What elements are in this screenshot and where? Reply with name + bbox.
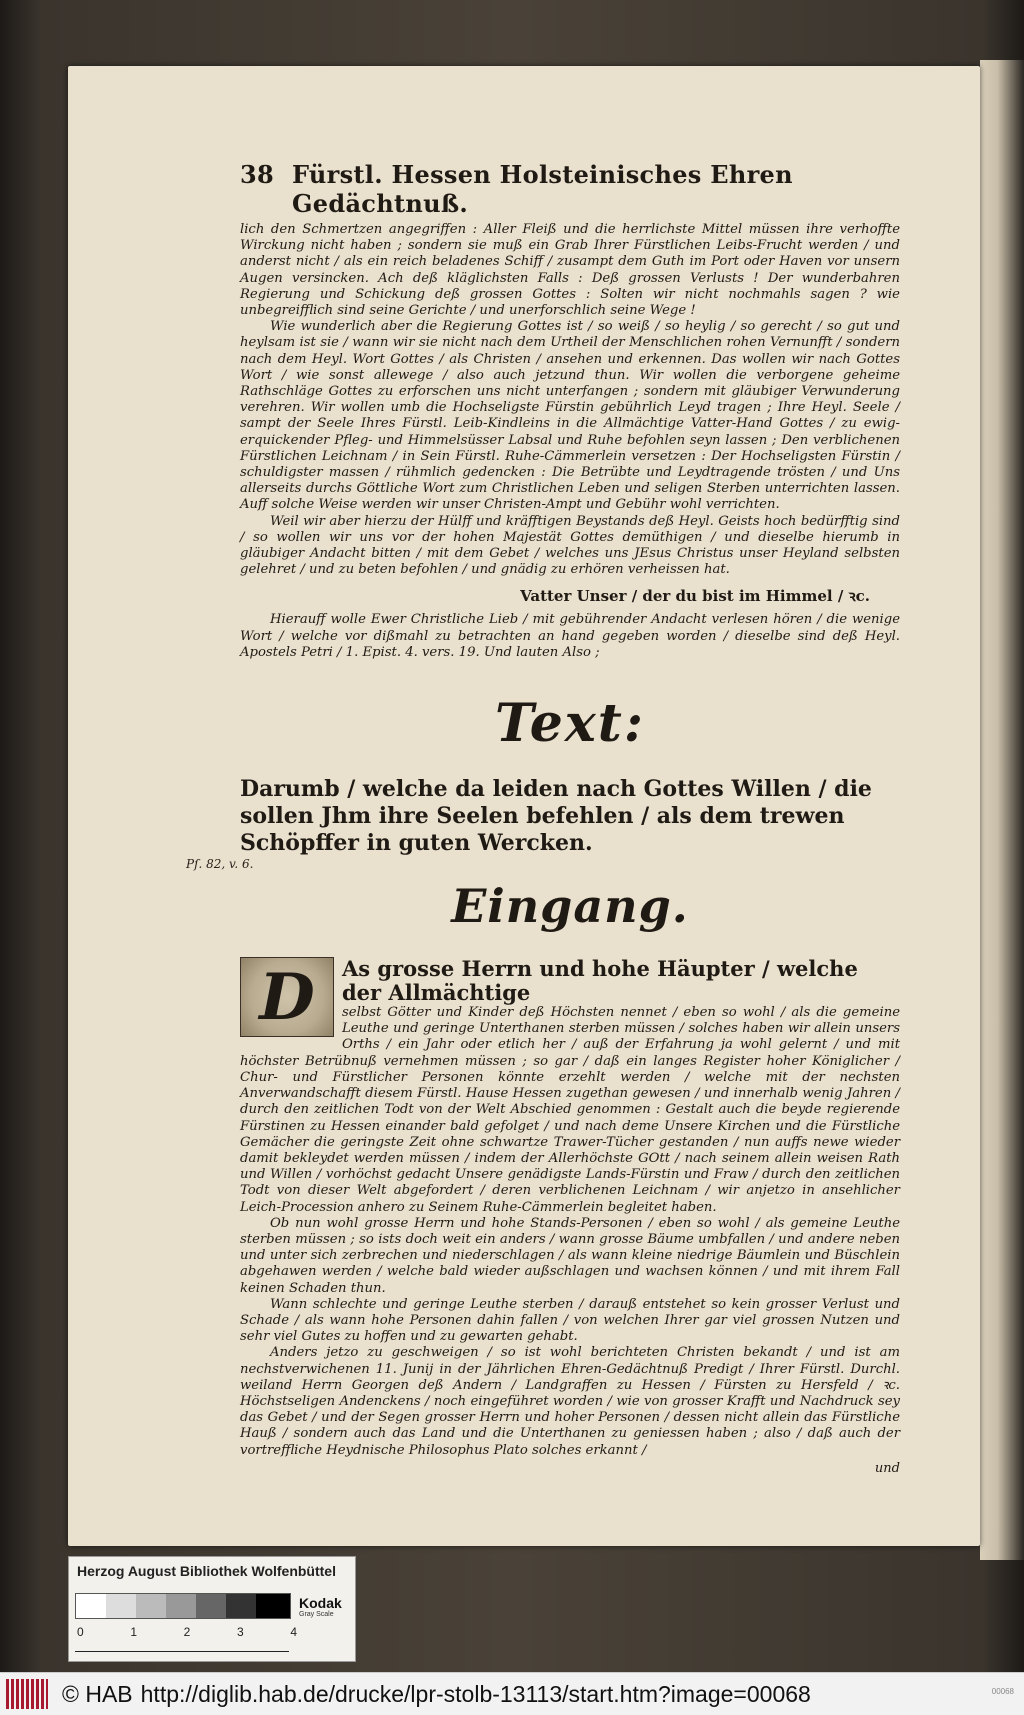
catchword: und bbox=[874, 1460, 900, 1476]
paragraph: Anders jetzo zu geschweigen / so ist wohl berichteten Christen bekandt / und ist am nechstverwichenen 11. Junij in der Jährlichen Ehren-Gedächtnuß Predigt / Ihrer Fürstl. Durchl. weiland Herrn Georgen deß Andern / Landgraffen zu Hessen / Fürsten zu Hersfeld / ꝛc. Höchstseligen Andenckens / noch eingeführet worden / wie von grosser Krafft und Nachdruck sey das Gebet / und der Segen grosser Herrn und hoher Personen / dessen nicht allein das Fürstliche Hauß / sondern auch das Land und die Unterthanen zu geniessen haben ; also / daß auch der vortreffliche Heydnische Philosophus Plato solches erkannt / bbox=[240, 1345, 900, 1458]
library-name: Herzog August Bibliothek Wolfenbüttel bbox=[77, 1563, 336, 1579]
ruler-scale bbox=[77, 1625, 297, 1639]
lords-prayer: Vatter Unser / der du bist im Himmel / ꝛc. bbox=[520, 587, 870, 606]
footer-bar bbox=[0, 1672, 1024, 1715]
running-head bbox=[240, 160, 900, 218]
gray-scale-label: Gray Scale bbox=[299, 1611, 334, 1618]
color-calibration-bar bbox=[68, 1556, 356, 1662]
gray-scale-strip bbox=[75, 1593, 291, 1619]
copyright-text: © HAB bbox=[62, 1680, 133, 1707]
page-code: 00068 bbox=[991, 1687, 1014, 1696]
paragraph: Ob nun wohl grosse Herrn und hohe Stands-Personen / eben so wohl / als gemeine Leuthe sterben müssen ; so ists doch weit ein anders / wann grosse Bäume umbfallen / und andere neben und unter sich zerbrechen und niederschlagen / als wann kleine niedrige Bäumlein und Büschlein abgehawen werden / welche bald wieder außschlagen und wachsen können / und mit ihrem Fall keinen Schaden thun. bbox=[240, 1215, 900, 1296]
margin-note: Pſ. 82, v. 6. bbox=[186, 857, 254, 871]
paragraph: Weil wir aber hierzu der Hülff und kräfftigen Beystands deß Heyl. Geists hoch bedürfftig sind / so wollen wir uns vor der hohen Majestät Gottes demüthigen / und dieselbe hierumb in gläubiger Andacht bitten / mit dem Gebet / welches uns JEsus Christus unser Heyland selbsten gelehret / und zu beten befohlen / und gnädig zu erhören verheissen hat. bbox=[240, 513, 900, 578]
scale-label: 3 bbox=[236, 1625, 244, 1639]
page-content bbox=[240, 160, 900, 1476]
scale-label: 2 bbox=[183, 1625, 191, 1639]
scale-label: 1 bbox=[130, 1625, 138, 1639]
ruler-ticks bbox=[75, 1641, 289, 1652]
intro-paragraph: Hierauff wolle Ewer Christliche Lieb / mit gebührender Andacht verlesen hören / die wenige Wort / welche vor dißmahl zu betrachten an hand gegeben worden / dieselbe sind deß Heyl. Apostels Petri / 1. Epist. 4. vers. 19. Und lauten Also ; bbox=[240, 612, 900, 660]
page-number: 38 bbox=[240, 160, 274, 189]
paragraph: selbst Götter und Kinder deß Höchsten nennet / eben so wohl / als die gemeine Leuthe und geringe Unterthanen sterben müssen / solches haben wir allein unsers Orths / ein Jahr oder etlich her / auß der Erfahrung ja wohl gelernt / und mit höchster Betrübnuß vernehmen müssen ; so gar / daß ein langes Register hoher Königlicher / Chur- und Fürstlicher Personen könnte erzehlt werden / welche mit der nechsten Anverwandschafft diesem Fürstl. Hause Hessen zugethan gewesen / und innerhalb wenig Jahren / durch den zeitlichen Todt von der Welt Abschied genommen : Gestalt auch die beyde regierende Fürstinen zu Hessen einander bald gefolget / und nach deme Unsere Kirchen und die Fürstliche Gemächer die geringste Zeit ohne schwartze Trawer-Tücher gestanden / nun auffs newe wieder damit bekleydet werden müssen / indem der Allerhöchste GOtt / nach seinem allein weisen Rath und Willen / vorhöchst gedacht Unsere genädigste Lands-Fürstin und Fraw / durch den zeitlichen Todt von dieser Welt abgefordert / deren verblichenen Leichnam / wir anjetzo in ansehlicher Leich-Procession anhero zu Seinem Ruhe-Cämmerlein begleitet haben. bbox=[240, 1005, 900, 1215]
hab-logo-icon bbox=[6, 1679, 48, 1709]
text-verse: Darumb / welche da leiden nach Gottes Willen / die sollen Jhm ihre Seelen befehlen / als dem trewen Schöpffer in guten Wercken. bbox=[240, 776, 872, 857]
drop-cap-initial: D bbox=[240, 957, 334, 1037]
paragraph: lich den Schmertzen angegriffen : Aller Fleiß und die herrlichste Mittel müssen ihre verhoffte Wirckung nicht haben ; sondern sie muß ein Grab Ihrer Fürstlichen Leibs-Frucht werden / und anderst nicht / als ein reich beladenes Schiff / zusampt dem Guth im Port oder Haven vor unsern Augen versincken. Ach deß kläglichsten Falls : Deß grossen Verlusts ! Der wunderbahren Regierung und Schickung deß grossen Gottes : Solten wir nicht nochmahls sagen ? wie unbegreifflich sind seine Gerichte / und unerforschlich seine Wege ! bbox=[240, 222, 900, 319]
paragraph: Wann schlechte und geringe Leuthe sterben / darauß entstehet so kein grosser Verlust und Schade / als wann hohe Personen dahin fallen / von welchen Ihrer gar viel grossen Nutzen und sehr viel Gutes zu hoffen und zu gewarten gehabt. bbox=[240, 1296, 900, 1345]
eingang-section bbox=[240, 957, 900, 1476]
text-heading: Text: bbox=[494, 693, 646, 755]
kodak-logo: Kodak bbox=[299, 1595, 342, 1611]
eingang-heading: Eingang. bbox=[451, 879, 689, 934]
running-head-title: Fürstl. Hessen Holsteinisches Ehren Gedächtnuß. bbox=[292, 160, 793, 218]
eingang-first-line: As grosse Herrn und hohe Häupter / welche der Allmächtige bbox=[342, 956, 858, 1006]
next-page-edge bbox=[980, 60, 1024, 1560]
scale-label: 4 bbox=[290, 1625, 297, 1639]
source-url-link[interactable]: http://diglib.hab.de/drucke/lpr-stolb-13113/start.htm?image=00068 bbox=[140, 1680, 811, 1707]
paragraph: Wie wunderlich aber die Regierung Gottes ist / so weiß / so heylig / so gerecht / so gut und heylsam ist sie / wann wir sie nicht nach dem Urtheil der Menschlichen rohen Vernunfft / sondern nach dem Heyl. Wort Gottes / als Christen / ansehen und erkennen. Das wollen wir nach Gottes Wort / wie sonst allewege / also auch jetzund thun. Wir wollen die verborgene geheime Rathschläge Gottes zu erforschen uns nicht unterfangen ; sondern mit gläubiger Verwunderung verehren. Wir wollen umb die Hochseligste Fürstin gebührlich Leyd tragen ; Ihre Heyl. Seele / sampt der Seele Ihres Fürstl. Leib-Kindleins in die Allmächtige Vatter-Hand Gottes / zu ewig-erquickender Pfleg- und Himmelsüsser Labsal und Ruhe befohlen seyn lassen ; Den verblichenen Fürstlichen Leichnam / in Sein Fürstl. Ruhe-Cämmerlein versetzen : Der Hochseligsten Fürstin / schuldigster massen / rühmlich gedencken : Die Betrübte und Leydtragende trösten / und Uns allerseits durchs Göttliche Wort zum Christlichen Leben und seligen Sterben unterrichten lassen. Auff solche Weise werden wir unser Christen-Ampt und Gebühr wohl verrichten. bbox=[240, 319, 900, 513]
scale-label: 0 bbox=[77, 1625, 84, 1639]
